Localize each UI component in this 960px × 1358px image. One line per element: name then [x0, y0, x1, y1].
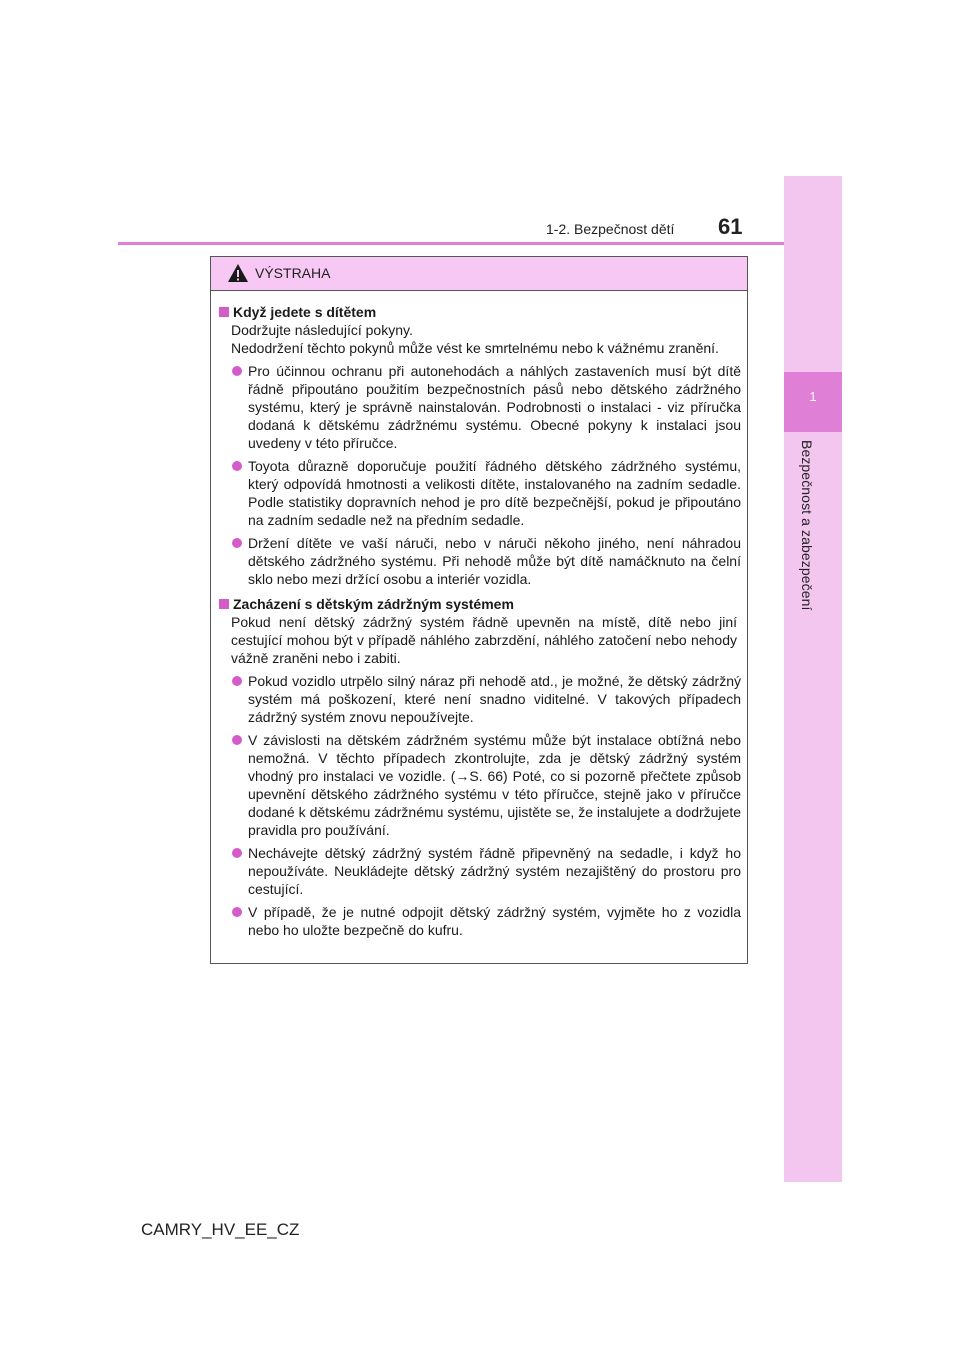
warning-header	[211, 257, 747, 291]
document-code: CAMRY_HV_EE_CZ	[141, 1220, 300, 1239]
warning-title: VÝSTRAHA	[255, 265, 331, 281]
circle-bullet-icon	[232, 461, 242, 471]
section-intro: Pokud není dětský zádržný systém řádně upevněn na místě, dítě nebo jiní cestující mohou být v případě náhlého zabrzdění, náhlého zatočení nebo nehody vážně zraněni nebo i zabiti.	[231, 614, 737, 666]
circle-bullet-icon	[232, 366, 242, 376]
warning-box	[210, 256, 748, 964]
warning-body	[211, 291, 747, 939]
header-divider	[118, 242, 784, 245]
list-item: Nechávejte dětský zádržný systém řádně připevněný na sedadle, i když ho nepoužíváte. Neukládejte dětský zádržný systém nezajištěný do prostoru pro cestující.	[217, 844, 741, 898]
circle-bullet-icon	[232, 848, 242, 858]
list-item: Toyota důrazně doporučuje použití řádného dětského zádržného systému, který odpovídá hmotnosti a velikosti dítěte, instalovaného na zadním sedadle. Podle statistiky dopravních nehod je pro dítě bezpečnější, pokud je připoutáno na zadním sedadle než na předním sedadle.	[217, 457, 741, 529]
section-intro: Dodržujte následující pokyny. Nedodržení těchto pokynů může vést ke smrtelnému nebo k vážnému zranění.	[231, 322, 719, 356]
warning-triangle-icon	[227, 263, 249, 283]
chapter-side-tab	[784, 176, 842, 1182]
square-bullet-icon	[219, 599, 229, 609]
page-number: 61	[718, 214, 743, 239]
list-item: Pokud vozidlo utrpělo silný náraz při nehodě atd., je možné, že dětský zádržný systém má poškození, které není snadno viditelné. V takových případech zádržný systém znovu nepoužívejte.	[217, 672, 741, 726]
list-item: Pro účinnou ochranu při autonehodách a náhlých zastaveních musí být dítě řádně připoutáno použitím bezpečnostních pásů nebo dětského zádržného systému, který je správně nainstalován. Podrobnosti o instalaci - viz příručka dodaná k dětskému zádržnému systému. Obecné pokyny k instalaci jsou uvedeny v této příručce.	[217, 362, 741, 452]
section-heading: Když jedete s dítětem	[217, 303, 741, 321]
section-title: 1-2. Bezpečnost dětí	[546, 221, 675, 237]
list-item: V závislosti na dětském zádržném systému může být instalace obtížná nebo nemožná. V těchto případech zkontrolujte, zda je dětský zádržný systém vhodný pro instalaci ve vozidle. (→S. 66) Poté, co si pozorně přečtete způsob upevnění dětského zádržného systému v této příručce, stejně jako v příručce dodané k dětskému zádržnému systému, ujistěte se, že instalujete a dodržujete pravidla pro používání.	[217, 731, 741, 839]
chapter-number: 1	[809, 389, 817, 404]
circle-bullet-icon	[232, 735, 242, 745]
list-item: Držení dítěte ve vaší náruči, nebo v náruči někoho jiného, není náhradou dětského zádržného systému. Při nehodě může být dítě namáčknuto na čelní sklo nebo mezi držící osobu a interiér vozidla.	[217, 534, 741, 588]
chapter-title: Bezpečnost a zabezpečení	[799, 440, 815, 611]
section-heading: Zacházení s dětským zádržným systémem	[217, 595, 741, 613]
circle-bullet-icon	[232, 676, 242, 686]
circle-bullet-icon	[232, 907, 242, 917]
list-item: V případě, že je nutné odpojit dětský zádržný systém, vyjměte ho z vozidla nebo ho uložte bezpečně do kufru.	[217, 903, 741, 939]
square-bullet-icon	[219, 307, 229, 317]
circle-bullet-icon	[232, 538, 242, 548]
